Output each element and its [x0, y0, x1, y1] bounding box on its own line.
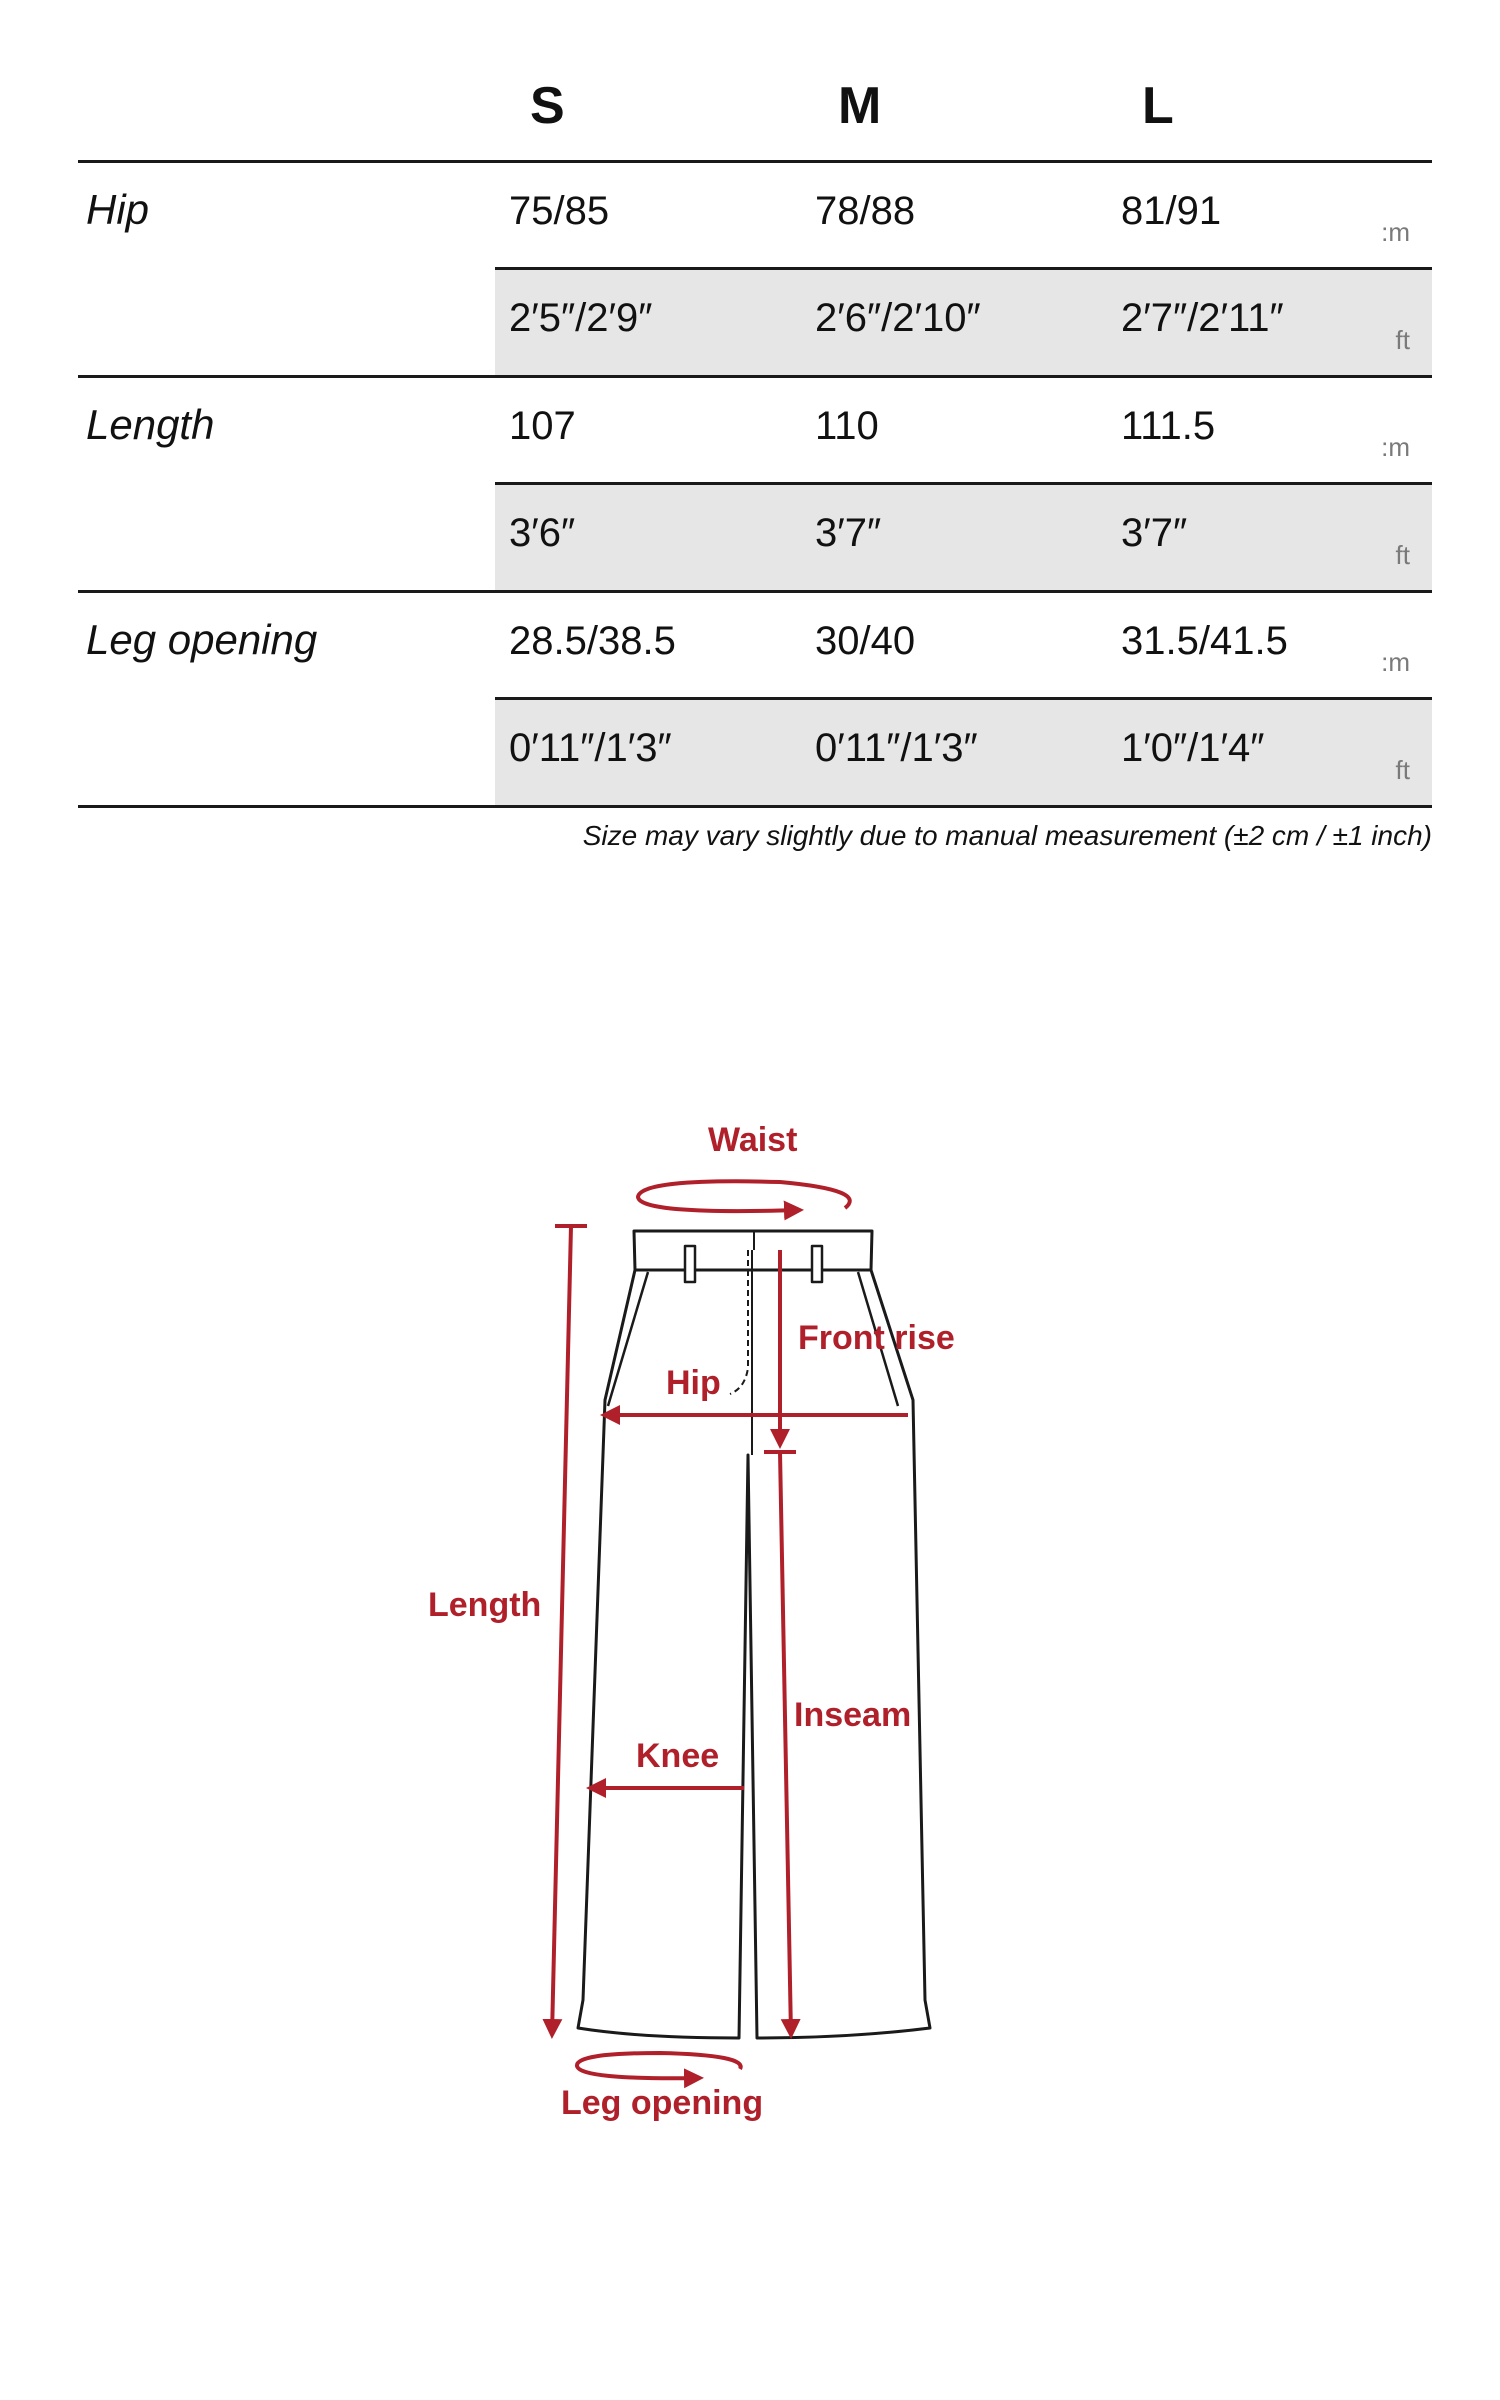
- value-cell: 81/91: [1121, 189, 1222, 233]
- label-length: Length: [428, 1586, 542, 1624]
- measurement-note: Size may vary slightly due to manual measurement (±2 cm / ±1 inch): [582, 820, 1432, 851]
- waist-arrow: [638, 1181, 850, 1211]
- value-cell: 0′11″/1′3″: [815, 726, 978, 770]
- label-knee: Knee: [636, 1737, 720, 1775]
- label-inseam: Inseam: [794, 1696, 912, 1734]
- size-col-s: S: [530, 77, 565, 135]
- label-waist: Waist: [708, 1121, 798, 1159]
- size-header-row: [78, 60, 1432, 163]
- cm-row: [495, 378, 1432, 485]
- belt-loop: [812, 1246, 822, 1282]
- unit-label: ft: [1395, 540, 1410, 570]
- value-cell: 110: [815, 404, 879, 448]
- value-cell: 30/40: [815, 619, 916, 663]
- value-cell: 75/85: [509, 189, 610, 233]
- value-cell: 111.5: [1121, 404, 1216, 448]
- cm-row: [495, 593, 1432, 700]
- ft-row: [495, 700, 1432, 805]
- ft-row: [495, 485, 1432, 590]
- belt-loop: [685, 1246, 695, 1282]
- value-cell: 3′7″: [815, 511, 882, 555]
- value-cell: 31.5/41.5: [1121, 619, 1288, 663]
- pants-measurement-diagram: [0, 1100, 1500, 2200]
- measure-label: Length: [86, 401, 215, 448]
- value-cell: 2′5″/2′9″: [509, 296, 653, 340]
- unit-label: ft: [1395, 325, 1410, 355]
- label-leg-opening: Leg opening: [561, 2084, 764, 2122]
- value-cell: 28.5/38.5: [509, 619, 676, 663]
- value-cell: 0′11″/1′3″: [509, 726, 672, 770]
- size-table: [78, 60, 1432, 808]
- cm-row: [495, 163, 1432, 270]
- unit-label: :m: [1381, 217, 1410, 247]
- unit-label: ft: [1395, 755, 1410, 785]
- value-cell: 3′7″: [1121, 511, 1188, 555]
- measure-label: Leg opening: [86, 616, 318, 663]
- value-cell: 2′6″/2′10″: [815, 296, 981, 340]
- value-cell: 2′7″/2′11″: [1121, 296, 1284, 340]
- value-cell: 78/88: [815, 189, 916, 233]
- label-front-rise: Front rise: [798, 1319, 955, 1357]
- value-cell: 1′0″/1′4″: [1121, 726, 1265, 770]
- measure-label: Hip: [86, 186, 150, 233]
- value-cell: 107: [509, 404, 576, 448]
- size-col-m: M: [838, 77, 882, 135]
- measure-group-length: [78, 378, 1432, 593]
- leg-opening-arrow: [577, 2053, 741, 2078]
- label-hip: Hip: [666, 1364, 721, 1402]
- unit-label: :m: [1381, 432, 1410, 462]
- measure-group-hip: [78, 163, 1432, 378]
- measure-group-leg-opening: [78, 593, 1432, 808]
- value-cell: 3′6″: [509, 511, 576, 555]
- unit-label: :m: [1381, 647, 1410, 677]
- size-col-l: L: [1142, 77, 1174, 135]
- ft-row: [495, 270, 1432, 375]
- length-arrow: [552, 1226, 571, 2035]
- pants-body: [578, 1270, 930, 2038]
